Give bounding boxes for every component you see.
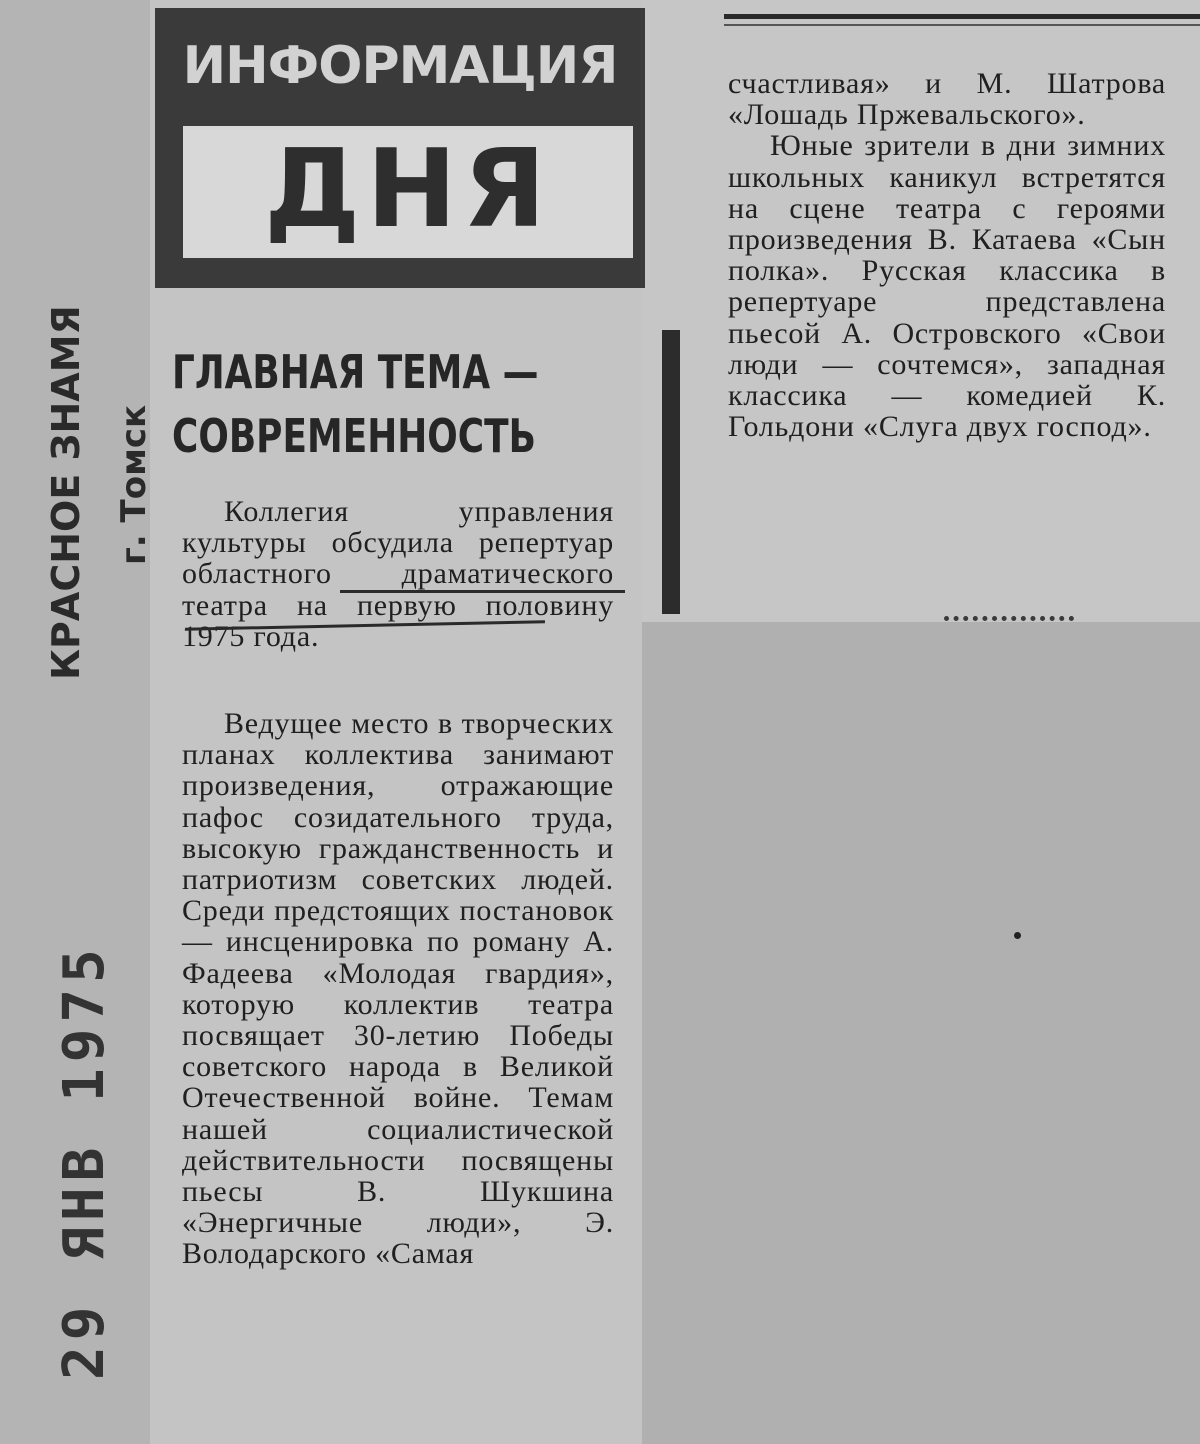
- masthead-box: [183, 126, 633, 258]
- vertical-rule: [662, 330, 680, 614]
- article-paragraph-2-block: [182, 708, 614, 1270]
- article-paragraph-2: Ведущее место в творческих планах коллектива занимают произведения, отражающие пафос созидательного труда, высокую гражданственность и патриотизм советских людей. Среди предстоящих постановок — инсценировка по роману А. Фадеева «Молодая гвардия», которую коллектив театра посвящает 30-летию Победы советского народа в Великой Отечественной войне. Темам нашей социалистической действительности посвящены пьесы В. Шукшина «Энергичные люди», Э. Володарского «Самая: [182, 707, 614, 1271]
- headline-line-1: ГЛАВНАЯ ТЕМА —: [172, 345, 539, 399]
- end-marker: [944, 616, 1074, 627]
- article-paragraph-2-continued: счастливая» и М. Шатрова «Лошадь Пржевальского».: [728, 67, 1166, 132]
- masthead-block: [155, 8, 645, 288]
- ink-dot: [1014, 932, 1021, 939]
- masthead-title: ИНФОРМАЦИЯ: [182, 36, 618, 96]
- backing-sheet: [642, 622, 1200, 1444]
- article-headline: [172, 340, 539, 468]
- masthead-subtitle: ДНЯ: [264, 127, 552, 252]
- top-rule-thin: [724, 24, 1200, 26]
- ink-underline-1: [340, 590, 625, 593]
- article-right-column: [728, 68, 1166, 442]
- city-stamp: г. Томск: [114, 404, 154, 565]
- headline-line-2: СОВРЕМЕННОСТЬ: [172, 409, 536, 463]
- article-paragraph-1: Коллегия управления культуры обсудила репертуар областного драматического театра на первую половину 1975 года.: [182, 495, 614, 653]
- article-paragraph-3: Юные зрители в дни зимних школьных каникул встретятся на сцене театра с героями произведения В. Катаева «Сын полка». Русская классика в репертуаре представлена пьесой А. Островского «Свои люди — сочтемся», западная классика — комедией К. Гольдони «Слуга двух господ».: [728, 129, 1166, 444]
- newspaper-stamp: КРАСНОЕ ЗНАМЯ: [44, 305, 88, 680]
- date-stamp: 29 ЯНВ 1975: [52, 943, 117, 1380]
- top-rule: [724, 14, 1200, 19]
